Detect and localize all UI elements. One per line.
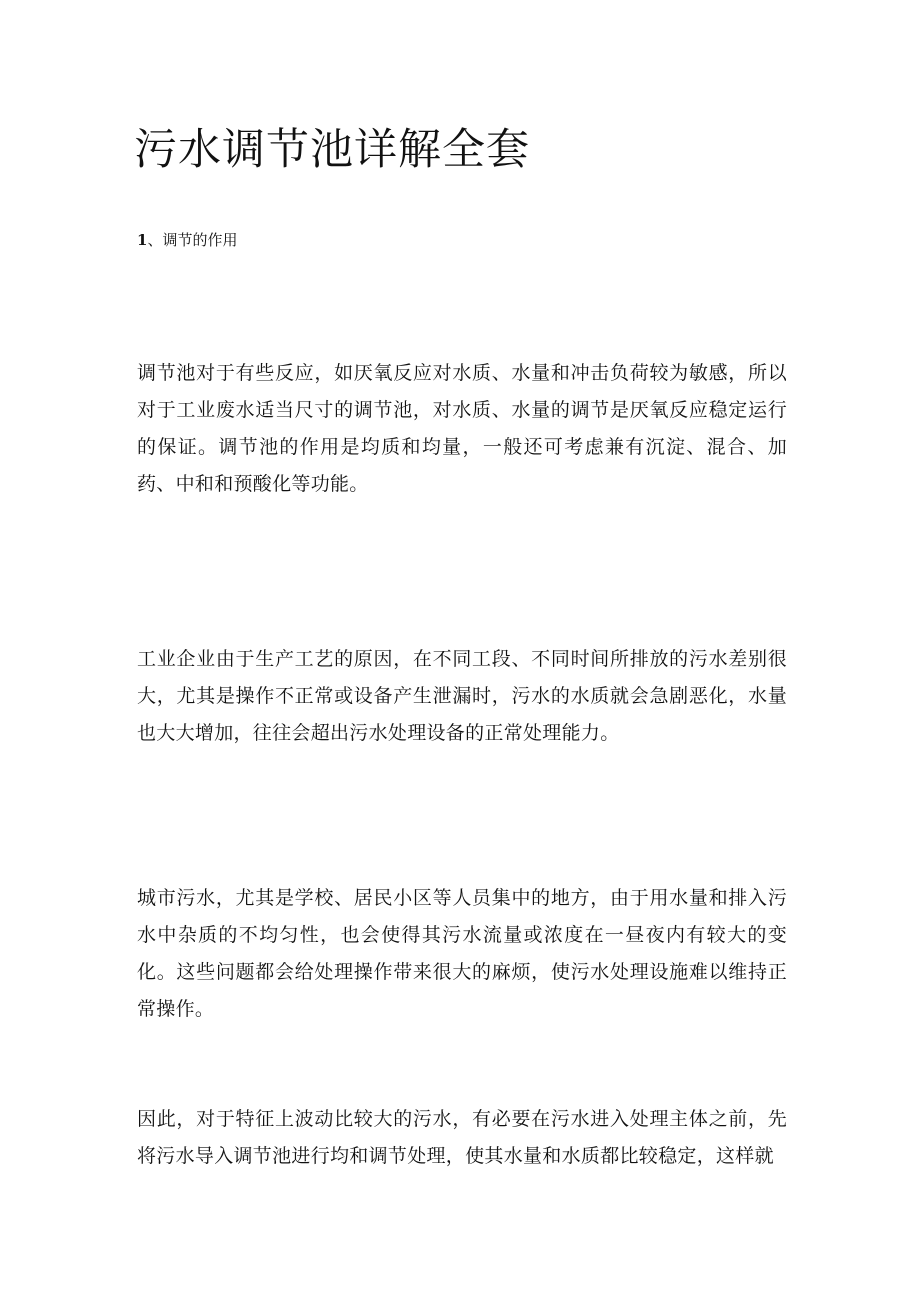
section-heading xyxy=(137,226,237,254)
section-number: 1 xyxy=(137,231,148,249)
section-heading-text: 、调节的作用 xyxy=(147,231,238,249)
paragraph-3: 城市污水，尤其是学校、居民小区等人员集中的地方，由于用水量和排入污水中杂质的不均匀性，也会使得其污水流量或浓度在一昼夜内有较大的变化。这些问题都会给处理操作带来很大的麻烦，使污水处理设施难以维持正常操作。 xyxy=(137,887,787,1020)
paragraph-1: 调节池对于有些反应，如厌氧反应对水质、水量和冲击负荷较为敏感，所以对于工业废水适当尺寸的调节池，对水质、水量的调节是厌氧反应稳定运行的保证。调节池的作用是均质和均量，一般还可考虑兼有沉淀、混合、加药、中和和预酸化等功能。 xyxy=(137,362,787,495)
paragraph-2: 工业企业由于生产工艺的原因，在不同工段、不同时间所排放的污水差别很大，尤其是操作不正常或设备产生泄漏时，污水的水质就会急剧恶化，水量也大大增加，往往会超出污水处理设备的正常处理能力。 xyxy=(137,648,787,744)
document-title: 污水调节池详解全套 xyxy=(134,125,530,175)
paragraph-4: 因此，对于特征上波动比较大的污水，有必要在污水进入处理主体之前，先将污水导入调节池进行均和调节处理，使其水量和水质都比较稳定，这样就 xyxy=(137,1108,787,1167)
